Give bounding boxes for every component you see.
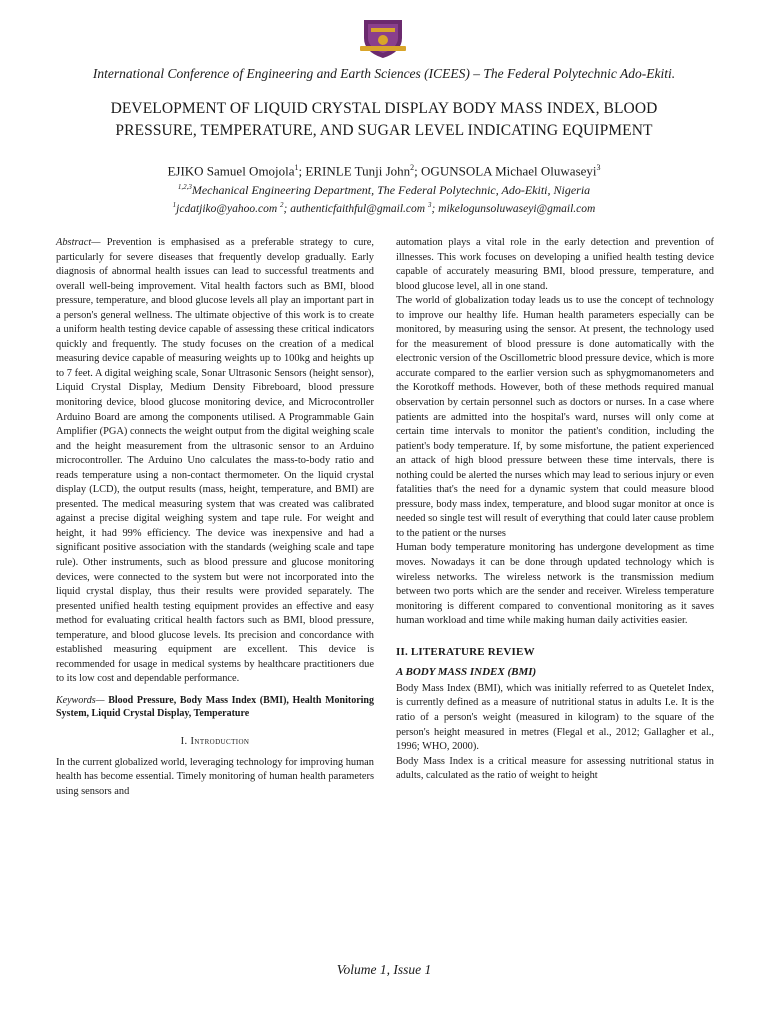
literature-review-heading: II. LITERATURE REVIEW [396, 645, 535, 658]
author-3-sup: 3 [596, 163, 601, 172]
author-list [0, 163, 768, 179]
affiliation [0, 183, 768, 198]
intro-heading: I. Introduction [180, 735, 250, 747]
right-column [396, 236, 714, 936]
author-emails [0, 201, 768, 215]
body-paragraph: The world of globalization today leads us to use the concept of technology to improve our healthy life. Human health parameters especially can be monitored, by measuring using the sensor. At present, the technology used for the measurement of blood pressure is done automatically with the electronic version of the Oscillometric blood pressure device, which is more accurate compared to the earlier version such as sphygmomanometers and the Korotkoff methods. However, both of these methods required manual observation by certain personnel such as doctors or nurses. In a case where patients are admitted into the hospital's ward, nurses will only come at certain time intervals to monitor the patient's condition, including the patient's body temperature. If, by some misfortune, the patient experienced an attack of high blood pressure between these time intervals, there is nothing could be alerted the nurses which may lead to serious injury or even fatalities that's the need for a dynamic system that could measure blood pressure, body mass index, temperature, and blood sugar monitor at once is needed so single test will result of everything that could later cause problem to the patient or the nurses [396, 295, 714, 539]
keywords-label: Keywords— [56, 694, 105, 706]
author-2: ERINLE Tunji John [305, 163, 411, 179]
keywords-paragraph [56, 694, 374, 721]
author-3: OGUNSOLA Michael Oluwaseyi [421, 163, 597, 179]
body-paragraph: Body Mass Index (BMI), which was initially referred to as Quetelet Index, is currently defined as a measure of nutritional status in adults I.e. It is the ratio of a person's weight (measured in kilogram) to the square of the person's height measured in metres (Flegal et al., 2012; Gallagher et al., 1996; WHO, 2000). [396, 682, 714, 753]
email-2-sup: 2 [280, 201, 284, 209]
title-line-1: DEVELOPMENT OF LIQUID CRYSTAL DISPLAY BODY MASS INDEX, BLOOD [110, 100, 658, 117]
email-1: jcdatjiko@yahoo.com [176, 202, 281, 215]
title-line-2: PRESSURE, TEMPERATURE, AND SUGAR LEVEL INDICATING EQUIPMENT [115, 122, 653, 139]
footer-volume-issue: Volume 1, Issue 1 [336, 962, 432, 977]
paper-title [40, 98, 728, 142]
author-sep: ; [298, 163, 306, 179]
email-3-sup: 3 [427, 201, 432, 209]
email-2: ; authenticfaithful@gmail.com [283, 202, 428, 215]
author-1-sup: 1 [294, 163, 299, 172]
body-paragraph: automation plays a vital role in the early detection and prevention of illnesses. This work focuses on developing a unified health testing device capable of accurately measuring BMI, blood pressure, temperature, and blood glucose level, all in one stand. [396, 237, 714, 292]
bmi-subheading: A BODY MASS INDEX (BMI) [396, 666, 537, 679]
body-paragraph: Human body temperature monitoring has undergone development as time moves. Nowadays it can be done through updated technology which is wireless networks. The wireless network is the transmission medium between two ports which are the sender and receiver. Wireless temperature monitoring is different compared to conventional monitoring as it saves human workload and time while making human daily activities easier. [396, 542, 714, 627]
body-paragraph: Body Mass Index is a critical measure for assessing nutritional status in adults, calculated as the ratio of weight to height [396, 755, 714, 782]
author-sep: ; [414, 163, 422, 179]
abstract-paragraph [56, 236, 374, 687]
abstract-text: Prevention is emphasised as a preferable strategy to cure, particularly for severe diseases that frequently develop gradually. Early diagnosis of abnormal health issues can lead to successful treatments and overall well-being improvement. Vital health factors such as BMI, blood pressure, temperature, and blood glucose levels all play an important part in a person's general wellness. The ultimate objective of this work is to create a uniform health testing device capable of assessing these critical indicators quickly and frequently. The study focuses on the creation of a medical measuring device capable of measuring weights up to 100kg and heights up to 7 feet. A digital weighing scale, Sonar Ultrasonic Sensors (height sensor), Liquid Crystal Display, Medium Density Fibreboard, blood pressure monitoring device, blood glucose monitoring device, and Microcontroller Arduino Board are among the components utilised. A Programmable Gain Amplifier (PGA) connects the weight output from the digital weighing scale and the height measurement from the ultrasonic sensor to an Arduino microcontroller. The Arduino Uno calculates the mass-to-body ratio and reads temperature using a non-contact thermometer. On the liquid crystal display (LCD), the output results (mass, height, temperature, and BMI) are presented. The medical measuring system that was created was calibrated against a precise digital weighing system and tape rule. For weight and height, it had 99% efficiency. The device was inexpensive and had a significant positive association with the standards (weighing scale and tape rule). Other instruments, such as blood pressure and glucose monitoring devices, were connected to the system but were not incorporated into the liquid crystal display, thus their results were provided separately. The presented unified health testing equipment provides an effective and easy method for evaluating critical health factors such as BMI, blood pressure, temperature, and blood glucose levels. Its precision and concordance with established measuring equipment are excellent. This device is recommended for usage in medical systems by healthcare practitioners due to its low cost and dependable performance. [56, 237, 374, 685]
conference-header: International Conference of Engineering and Earth Sciences (ICEES) – The Federal Polytechnic Ado-Ekiti. [92, 66, 676, 81]
affiliation-text: Mechanical Engineering Department, The Federal Polytechnic, Ado-Ekiti, Nigeria [191, 183, 591, 197]
left-column [56, 236, 374, 936]
author-1: EJIKO Samuel Omojola [167, 163, 295, 179]
intro-paragraph: In the current globalized world, leveraging technology for improving human health has become essential. Timely monitoring of human health parameters using sensors and [56, 756, 374, 797]
polytechnic-crest-logo [358, 16, 408, 60]
email-1-sup: 1 [172, 201, 177, 209]
keywords-text: Blood Pressure, Body Mass Index (BMI), Health Monitoring System, Liquid Crystal Display, Temperature [56, 694, 374, 720]
email-3: ; mikelogunsoluwaseyi@gmail.com [431, 202, 596, 215]
abstract-label: Abstract— [56, 237, 101, 248]
author-2-sup: 2 [410, 163, 415, 172]
affiliation-sup: 1,2,3 [177, 183, 192, 191]
